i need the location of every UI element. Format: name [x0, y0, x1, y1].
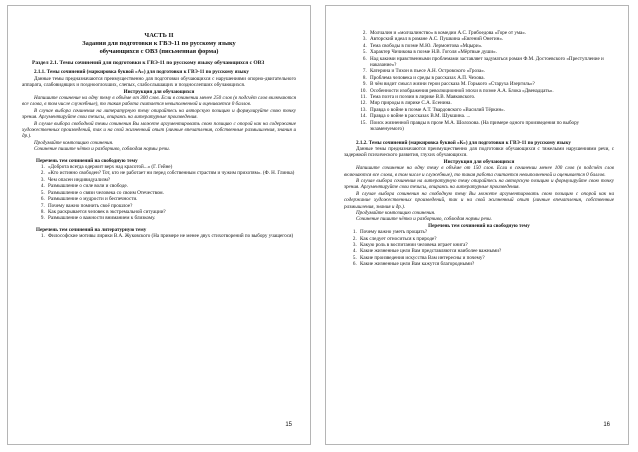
- subtitle-line-1: Задания для подготовки к ГВЭ-11 по русскому языку: [82, 40, 236, 47]
- intro-paragraph: Данные темы предназначаются преимущественно для подготовки обучающихся с тяжелыми нарушениями речи, с задержкой психического развития, глухих обучающихся.: [344, 145, 614, 159]
- subsection-heading: 2.1.1. Темы сочинений (маркировка буквой «А») для подготовки к ГВЭ-11 по русскому языку: [34, 69, 249, 76]
- part-title: ЧАСТЬ II: [144, 32, 174, 39]
- list-item: 5. Характер Чичикова в поэме Н.В. Гоголя «Мёртвые души».: [368, 49, 614, 55]
- list-item: 15. Поиск жизненной правды в прозе М.А. Шолохова. (На примере одного произведения по выбору экзаменуемого): [368, 120, 614, 133]
- instruction-heading: Инструкция для обучающихся: [443, 158, 515, 165]
- instruction-paragraph: Сочинение пишите чётко и разборчиво, соблюдая нормы речи.: [34, 146, 170, 153]
- instruction-paragraph: В случае выбора сочинения на литературную тему опирайтесь на авторскую позицию и формулируйте свою точку зрения. Аргументируйте свои тезисы, опираясь на литературные произведения.: [344, 177, 614, 191]
- right-page: [325, 5, 629, 445]
- list-item: 3. Чем опасен индивидуализм?: [46, 177, 296, 183]
- instruction-paragraph: Продумайте композицию сочинения.: [34, 139, 114, 146]
- list-item: 6. Какие жизненные цели Вам кажутся благородными?: [358, 261, 614, 267]
- literary-topics-list-continued: [344, 30, 614, 133]
- list-item: 8. Как раскрывается человек в экстремальной ситуации?: [46, 209, 296, 215]
- free-topics-list: [22, 164, 296, 222]
- list-item: 5. Размышление о связи человека со своим Отечеством.: [46, 190, 296, 196]
- instruction-paragraph: В случае выбора сочинения на свободную тему Вы можете аргументировать свою позицию с опорой как на содержание художественных произведений, так и на свой жизненный опыт (личные впечатления, собственные размышления, знания и др.).: [344, 190, 614, 210]
- list-item: 3. Авторский идеал в романе А.С. Пушкина «Евгений Онегин».: [368, 36, 614, 42]
- list-item: 1. Почему важно уметь прощать?: [358, 229, 614, 235]
- list-item: 5. Какие произведения искусства Вам интересны и почему?: [358, 255, 614, 261]
- list-item: 13. Правда о войне в поэме А.Т. Твардовского «Василий Тёркин».: [368, 107, 614, 113]
- part-subtitle: [22, 40, 296, 56]
- literary-topics-heading: Перечень тем сочинений на литературную тему: [36, 226, 147, 233]
- free-topics-heading: Перечень тем сочинений на свободную тему: [428, 222, 530, 229]
- list-item: 2. «Кто истинно свободен? Тот, кто не работает ни перед собственным страстям и чужим прихотям». (Ф. Н. Глинка): [46, 170, 296, 176]
- list-item: 9. Размышление о важности вниманием к близкому.: [46, 215, 296, 221]
- list-item: 10. Особенности изображения революционной эпохи в поэме А.А. Блока «Двенадцать».: [368, 88, 614, 94]
- subtitle-line-2: обучающихся с ОВЗ (письменная форма): [99, 47, 219, 55]
- list-item: 4. Какие жизненные цели Вам представляются наиболее важными?: [358, 248, 614, 254]
- list-item: 4. Тема свободы в поэме М.Ю. Лермонтова «Мцыри».: [368, 43, 614, 49]
- list-item: 6. Размышление о мудрости и беспечности.: [46, 196, 296, 202]
- instruction-paragraph: Продумайте композицию сочинения.: [356, 209, 436, 216]
- list-item: 1. Философские мотивы лирики В.А. Жуковского (На примере не менее двух стихотворений по выбору учащегося): [46, 233, 296, 239]
- list-item: 7. Катерина и Тихон в пьесе А.Н. Островского «Гроза».: [368, 68, 614, 74]
- instruction-paragraph: В случае выбора сочинения на литературную тему опирайтесь на авторскую позицию и формулируйте свою точку зрения. Аргументируйте свои тезисы, опираясь на литературные произведения.: [22, 107, 296, 121]
- instruction-heading: Инструкция для обучающихся: [123, 88, 195, 95]
- list-item: 11. Тема поэта и поэзии в лирике В.В. Маяковского.: [368, 94, 614, 100]
- page-number: 16: [603, 421, 610, 428]
- instruction-paragraph: Напишите сочинение на одну тему в объёме от 150 слов. Если в сочинении менее 100 слов (в подсчёт слов включаются все слова, в том числе и служебные), то такая работа считается невыполненной и оценивается 0 баллов.: [344, 165, 614, 178]
- intro-paragraph: Данные темы предназначаются преимущественно для подготовки обучающихся с нарушениями опорно-двигательного аппарата, слабовидящих и позднооглохших, слепых, слабослышащих и позднослепших обучающихся.: [22, 75, 296, 89]
- list-item: 6. Над какими нравственными проблемами заставляет задуматься роман Ф.М. Достоевского «Преступление и наказание»?: [368, 56, 614, 69]
- list-item: 2. Молчалин и «молчалинство» в комедии А.С. Грибоедова «Горе от ума».: [368, 30, 614, 36]
- list-item: 7. Почему важно помнить своё прошлое?: [46, 203, 296, 209]
- section-heading: Раздел 2.1. Темы сочинений для подготовки к ГВЭ-11 по русскому языку обучающихся с ОВЗ: [32, 59, 265, 66]
- list-item: 2. Как следует относиться к природе?: [358, 236, 614, 242]
- page-number: 15: [285, 421, 292, 428]
- subsection-heading: 2.1.2. Темы сочинений (маркировка буквой «К») для подготовки к ГВЭ-11 по русскому языку: [356, 139, 571, 146]
- list-item: 9. В чём видит смысл жизни герои рассказа М. Горького «Старуха Изергиль»?: [368, 81, 614, 87]
- list-item: 14. Правда о войне в рассказах В.М. Шукшина. ...: [368, 113, 614, 119]
- free-topics-list: [344, 229, 614, 267]
- instruction-paragraph: Напишите сочинение на одну тему в объёме от 300 слов. Если в сочинении менее 250 слов (в подсчёт слов включаются все слова, в том числе служебные), то такая работа считается невыполненной и оценивается 0 баллов.: [22, 95, 296, 108]
- list-item: 3. Какую роль в воспитании человека играет книга?: [358, 242, 614, 248]
- list-item: 4. Размышление о силе воли и свободе.: [46, 183, 296, 189]
- list-item: 8. Проблема человека и среды в рассказах А.П. Чехова.: [368, 75, 614, 81]
- free-topics-heading: Перечень тем сочинений на свободную тему: [36, 157, 138, 164]
- instruction-paragraph: В случае выбора свободной темы сочинения Вы можете аргументировать свою позицию с опорой как на содержание художественных произведений, так и на свой жизненный опыт (личные впечатления, собственные размышления, знания и др.).: [22, 120, 296, 140]
- list-item: 12. Мир природы в лирике С.А. Есенина.: [368, 100, 614, 106]
- literary-topics-list: [22, 233, 296, 239]
- instruction-paragraph: Сочинение пишите чётко и разборчиво, соблюдая нормы речи.: [356, 216, 492, 223]
- left-page: [7, 5, 311, 445]
- list-item: 1. «Доброта всегда одержит верх над красотой...» (Г. Гейне): [46, 164, 296, 170]
